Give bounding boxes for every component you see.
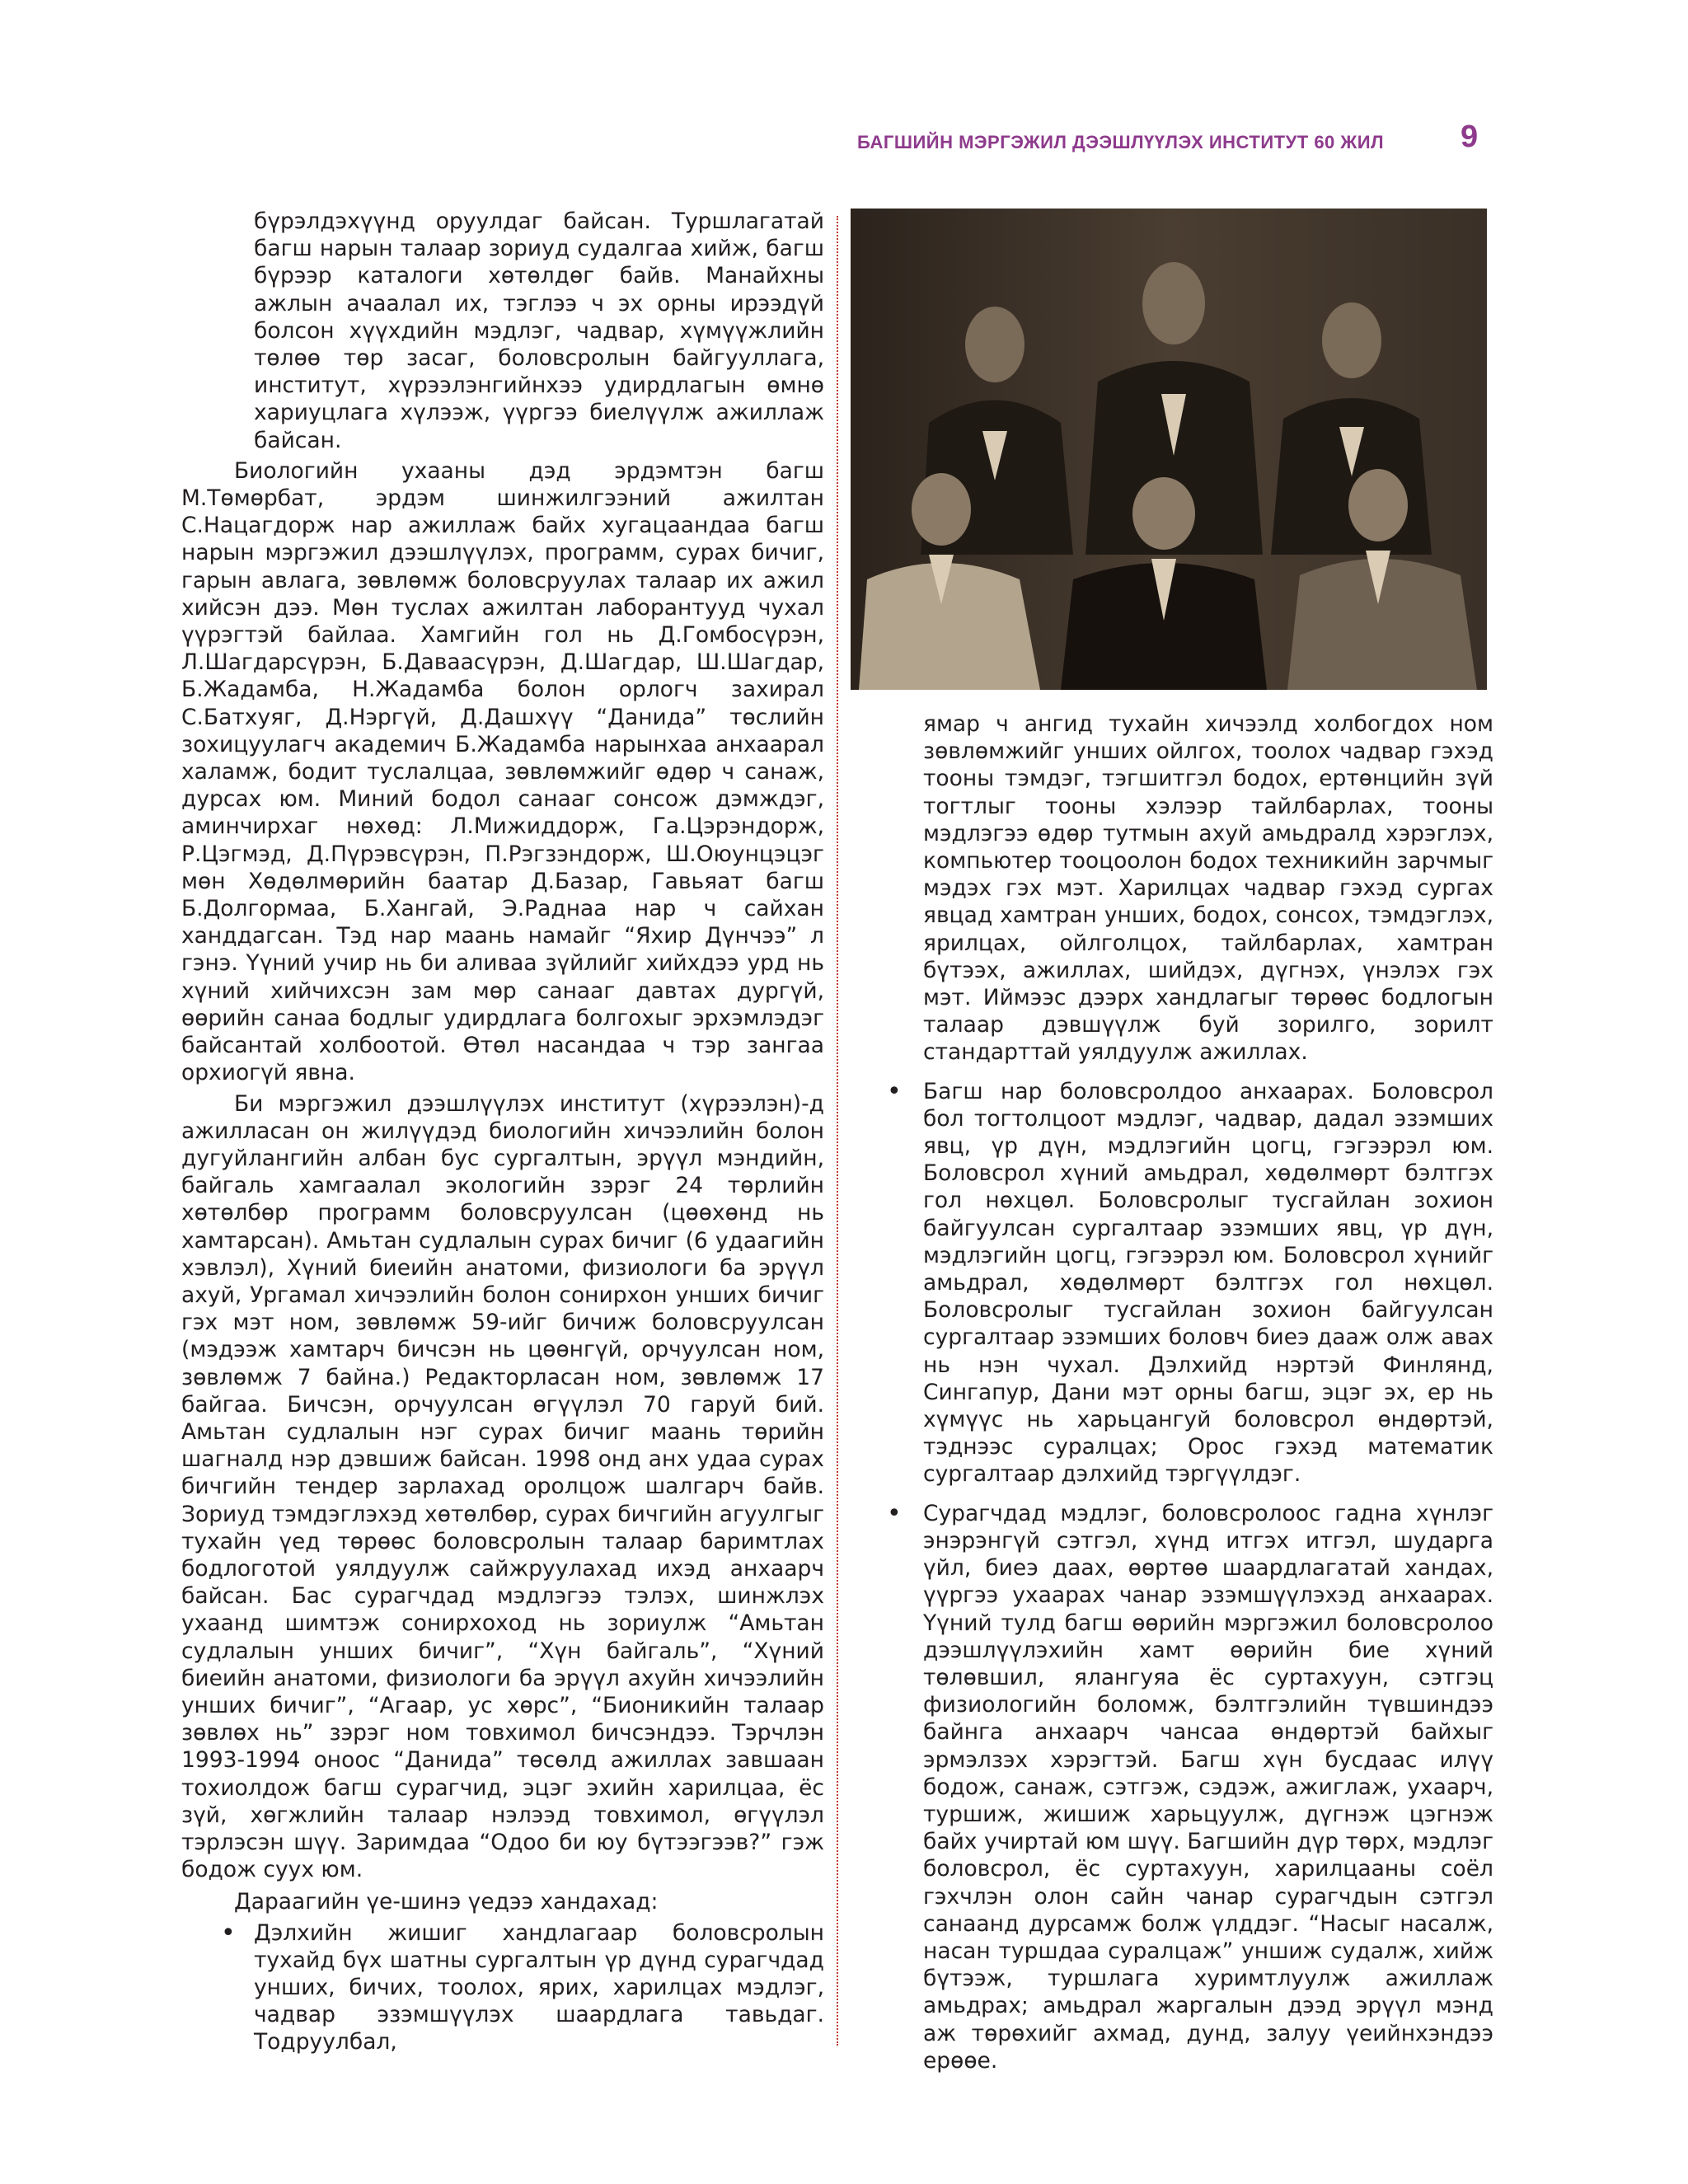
continued-paragraph: ямар ч ангид тухайн хичээлд холбогдох ном зөвлөмжийг унших ойлгох, тоолох чадвар гэхэд тооны тэмдэг, тэгшитгэл бодох, ертөнцийн зүй тогтлыг тооны хэлээр тайлбарлах, тооны мэдлэгээ өдөр тутмын ахуй амьдралд хэрэглэх, компьютер тооцоолон бодох техникийн зарчмыг мэдэх гэх мэт. Харилцах чадвар гэхэд сургах явцад хамтран унших, бодох, сонсох, тэмдэглэх, ярилцах, ойлголцох, тайлбарлах, хамтран бүтээх, ажиллах, шийдэх, дүгнэх, үнэлэх гэх мэт. Иймээс дээрх хандлагыг төрөөс бодлогын талаар дэвшүүлж буй зорилго, зорилт стандарттай уялдуулж ажиллах. xyxy=(923,711,1493,1066)
lead-in: Дараагийн үе-шинэ үедээ хандахад: xyxy=(234,1889,659,1915)
bullet-item: • Дэлхийн жишиг хандлагаар боловсролын тухайд бүх шатны сургалтын үр дүнд сурагчдад унших, бичих, тоолох, ярих, харилцах мэдлэг, чадвар эзэмшүүлэх шаардлага тавьдаг. Тодруулбал, xyxy=(181,1919,824,2056)
paragraph: Би мэргэжил дээшлүүлэх институт (хүрээлэн)-д ажилласан он жилүүдэд биологийн хичээлийн болон дугуйлангийн албан бус сургалтын, эрүүл мэндийн, байгаль хамгаалал экологийн зэрэг 24 төрлийн хөтөлбөр программ боловсруулсан (цөөхөнд нь хамтарсан). Амьтан судлалын сурах бичиг (6 удаагийн хэвлэл), Хүний биеийн анатоми, физиологи ба эрүүл ахуй, Ургамал хичээлийн болон сонирхон унших бичиг гэх мэт ном, зөвлөмж 59-ийг бичиж боловсруулсан (мэдээж хамтарч бичсэн нь цөөнгүй, орчуулсан ном, зөвлөмж 7 байна.) Редакторласан ном, зөвлөмж 17 байгаа. Бичсэн, орчуулсан өгүүлэл 70 гаруй бий. Амьтан судлалын нэг сурах бичиг маань төрийн шагналд нэр дэвшиж байсан. 1998 онд анх удаа сурах бичгийн тендер зарлахад оролцож шалгарч байв. Зориуд тэмдэглэхэд хөтөлбөр, сурах бичгийн агуулгыг тухайн үед төрөөс боловсролын талаар баримтлах бодлоготой уялдуулж сайжруулахад ихэд анхаарч байсан. Бас сурагчдад мэдлэгээ тэлэх, шинжлэх ухаанд шимтэж сонирхоход нь зориулж “Амьтан судлалын унших бичиг”, “Хүн байгаль”, “Хүний биеийн анатоми, физиологи ба эрүүл ахуйн хичээлийн унших бичиг”, “Агаар, ус хөрс”, “Бионикийн талаар зөвлөх нь” зэрэг ном товхимол бичсэндээ. Тэрчлэн 1993-1994 оноос “Данида” төсөлд ажиллах завшаан тохиолдож багш сурагчид, эцэг эхийн харилцаа, ёс зүй, хөгжлийн талаар нэлээд товхимол, өгүүлэл тэрлэсэн шүү. Заримдаа “Одоо би юу бүтээгээв?” гэж бодож суух юм. xyxy=(181,1090,824,1883)
group-portrait-photo xyxy=(851,209,1487,690)
bullet-item: • Багш нар боловсролдоо анхаарах. Боловсрол бол тогтолцоот мэдлэг, чадвар, дадал эзэмших явц, үр дүн, мэдлэгийн цогц, гэгээрэл юм. Боловсрол хүний амьдрал, хөдөлмөрт бэлтгэх гол нөхцөл. Боловсролыг тусгайлан зохион байгуулсан сургалтаар эзэмших явц, үр дүн, мэдлэгийн цогц, гэгээрэл юм. Боловсрол хүнийг амьдрал, хөдөлмөрт бэлтгэх гол нөхцөл. Боловсролыг тусгайлан зохион байгуулсан сургалтаар эзэмших боловч биеэ дааж олж авах нь нэн чухал. Дэлхийд нэртэй Финлянд, Сингапур, Дани мэт орны багш, эцэг эх, ер нь хүмүүс нь харьцангуй боловсрол өндөртэй, тэднээс суралцах; Орос гэхэд математик сургалтаар дэлхийд тэргүүлдэг. xyxy=(923,1078,1493,1488)
right-column xyxy=(923,710,1493,2086)
bullet-list xyxy=(181,1919,824,2056)
bullet-list xyxy=(923,1078,1493,2074)
group-portrait-photo-icon xyxy=(851,209,1487,690)
column-divider xyxy=(837,216,838,2046)
bullet-item: • Сурагчдад мэдлэг, боловсролоос гадна хүнлэг энэрэнгүй сэтгэл, хүнд итгэх итгэл, шударга үйл, биеэ даах, өөртөө шаардлагатай хандах, үүргээ ухаарах чанар эзэмшүүлэхэд анхаарах. Үүний тулд багш өөрийн мэргэжил боловсролоо дээшлүүлэхийн хамт өөрийн бие хүний төлөвшил, ялангуяа ёс суртахуун, сэтгэц физиологийн боломж, бэлтгэлийн түвшиндээ байнга анхаарч чансаа өндөртэй байхыг эрмэлзэх хэрэгтэй. Багш хүн бусдаас илүү бодож, санаж, сэтгэж, сэдэж, ажиглаж, ухаарч, туршиж, жишиж харьцуулж, дүгнэж цэгнэж байх учиртай юм шүү. Багшийн дүр төрх, мэдлэг боловсрол, ёс суртахуун, харилцааны соёл гэхчлэн олон сайн чанар сурагчдын сэтгэл санаанд дурсамж болж үлддэг. “Насыг насалж, насан туршдаа суралцаж” уншиж судалж, хийж бүтээж, туршлага хуримтлуулж ажиллаж амьдрах; амьдрал жаргалын дээд эрүүл мэнд аж төрөхийг ахмад, дунд, залуу үеийнхэндээ ерөөе. xyxy=(923,1500,1493,2074)
continued-paragraph: бүрэлдэхүүнд оруулдаг байсан. Туршлагатай багш нарын талаар зориуд судалгаа хийж, багш бүрээр каталоги хөтөлдөг байв. Манайхны ажлын ачаалал их, тэглээ ч эх орны ирээдүй болсон хүүхдийн мэдлэг, чадвар, хүмүүжлийн төлөө төр засаг, боловсролын байгууллага, институт, хүрээлэнгийнхээ удирдлагын өмнө хариуцлага хүлээж, үүргээ биелүүлж ажиллаж байсан. xyxy=(254,209,824,453)
paragraph: Биологийн ухааны дэд эрдэмтэн багш М.Төмөрбат, эрдэм шинжилгээний ажилтан С.Нацагдорж нар ажиллаж байх хугацаандаа багш нарын мэргэжил дээшлүүлэх, программ, сурах бичиг, гарын авлага, зөвлөмж боловсруулах талаар их ажил хийсэн дээ. Мөн туслах ажилтан лаборантууд чухал үүрэгтэй байлаа. Хамгийн гол нь Д.Гомбосүрэн, Л.Шагдарсүрэн, Б.Даваасүрэн, Д.Шагдар, Ш.Шагдар, Б.Жадамба, Н.Жадамба болон орлогч захирал С.Батхуяг, Д.Нэргүй, Д.Дашхүү “Данида” төслийн зохицуулагч академич Б.Жадамба нарынхаа анхаарал халамж, бодит туслалцаа, зөвлөмжийг өдөр ч санаж, дурсах юм. Миний бодол санааг сонсож дэмждэг, аминчирхаг нөхөд: Л.Мижиддорж, Га.Цэрэндорж, Р.Цэгмэд, Д.Пүрэвсүрэн, П.Рэгзэндорж, Ш.Оюунцэцэг мөн Хөдөлмөрийн баатар Д.Базар, Гавьяат багш Б.Долгормаа, Б.Хангай, Э.Раднаа нар ч сайхан ханддагсан. Тэд нар маань намайг “Яхир Дүнчээ” л гэнэ. Үүний учир нь би аливаа зүйлийг хийхдээ урд нь хүний хийчихсэн зам мөр санааг давтах дургүй, өөрийн санаа бодлыг удирдлага болгохыг эрхэмлэдэг байсантай холбоотой. Өтөл насандаа ч тэр зангаа орхиогүй явна. xyxy=(181,457,824,1086)
running-head: БАГШИЙН МЭРГЭЖИЛ ДЭЭШЛҮҮЛЭХ ИНСТИТУТ 60 ЖИЛ xyxy=(857,132,1385,152)
left-column xyxy=(181,208,824,2068)
page-number: 9 xyxy=(1461,120,1479,154)
